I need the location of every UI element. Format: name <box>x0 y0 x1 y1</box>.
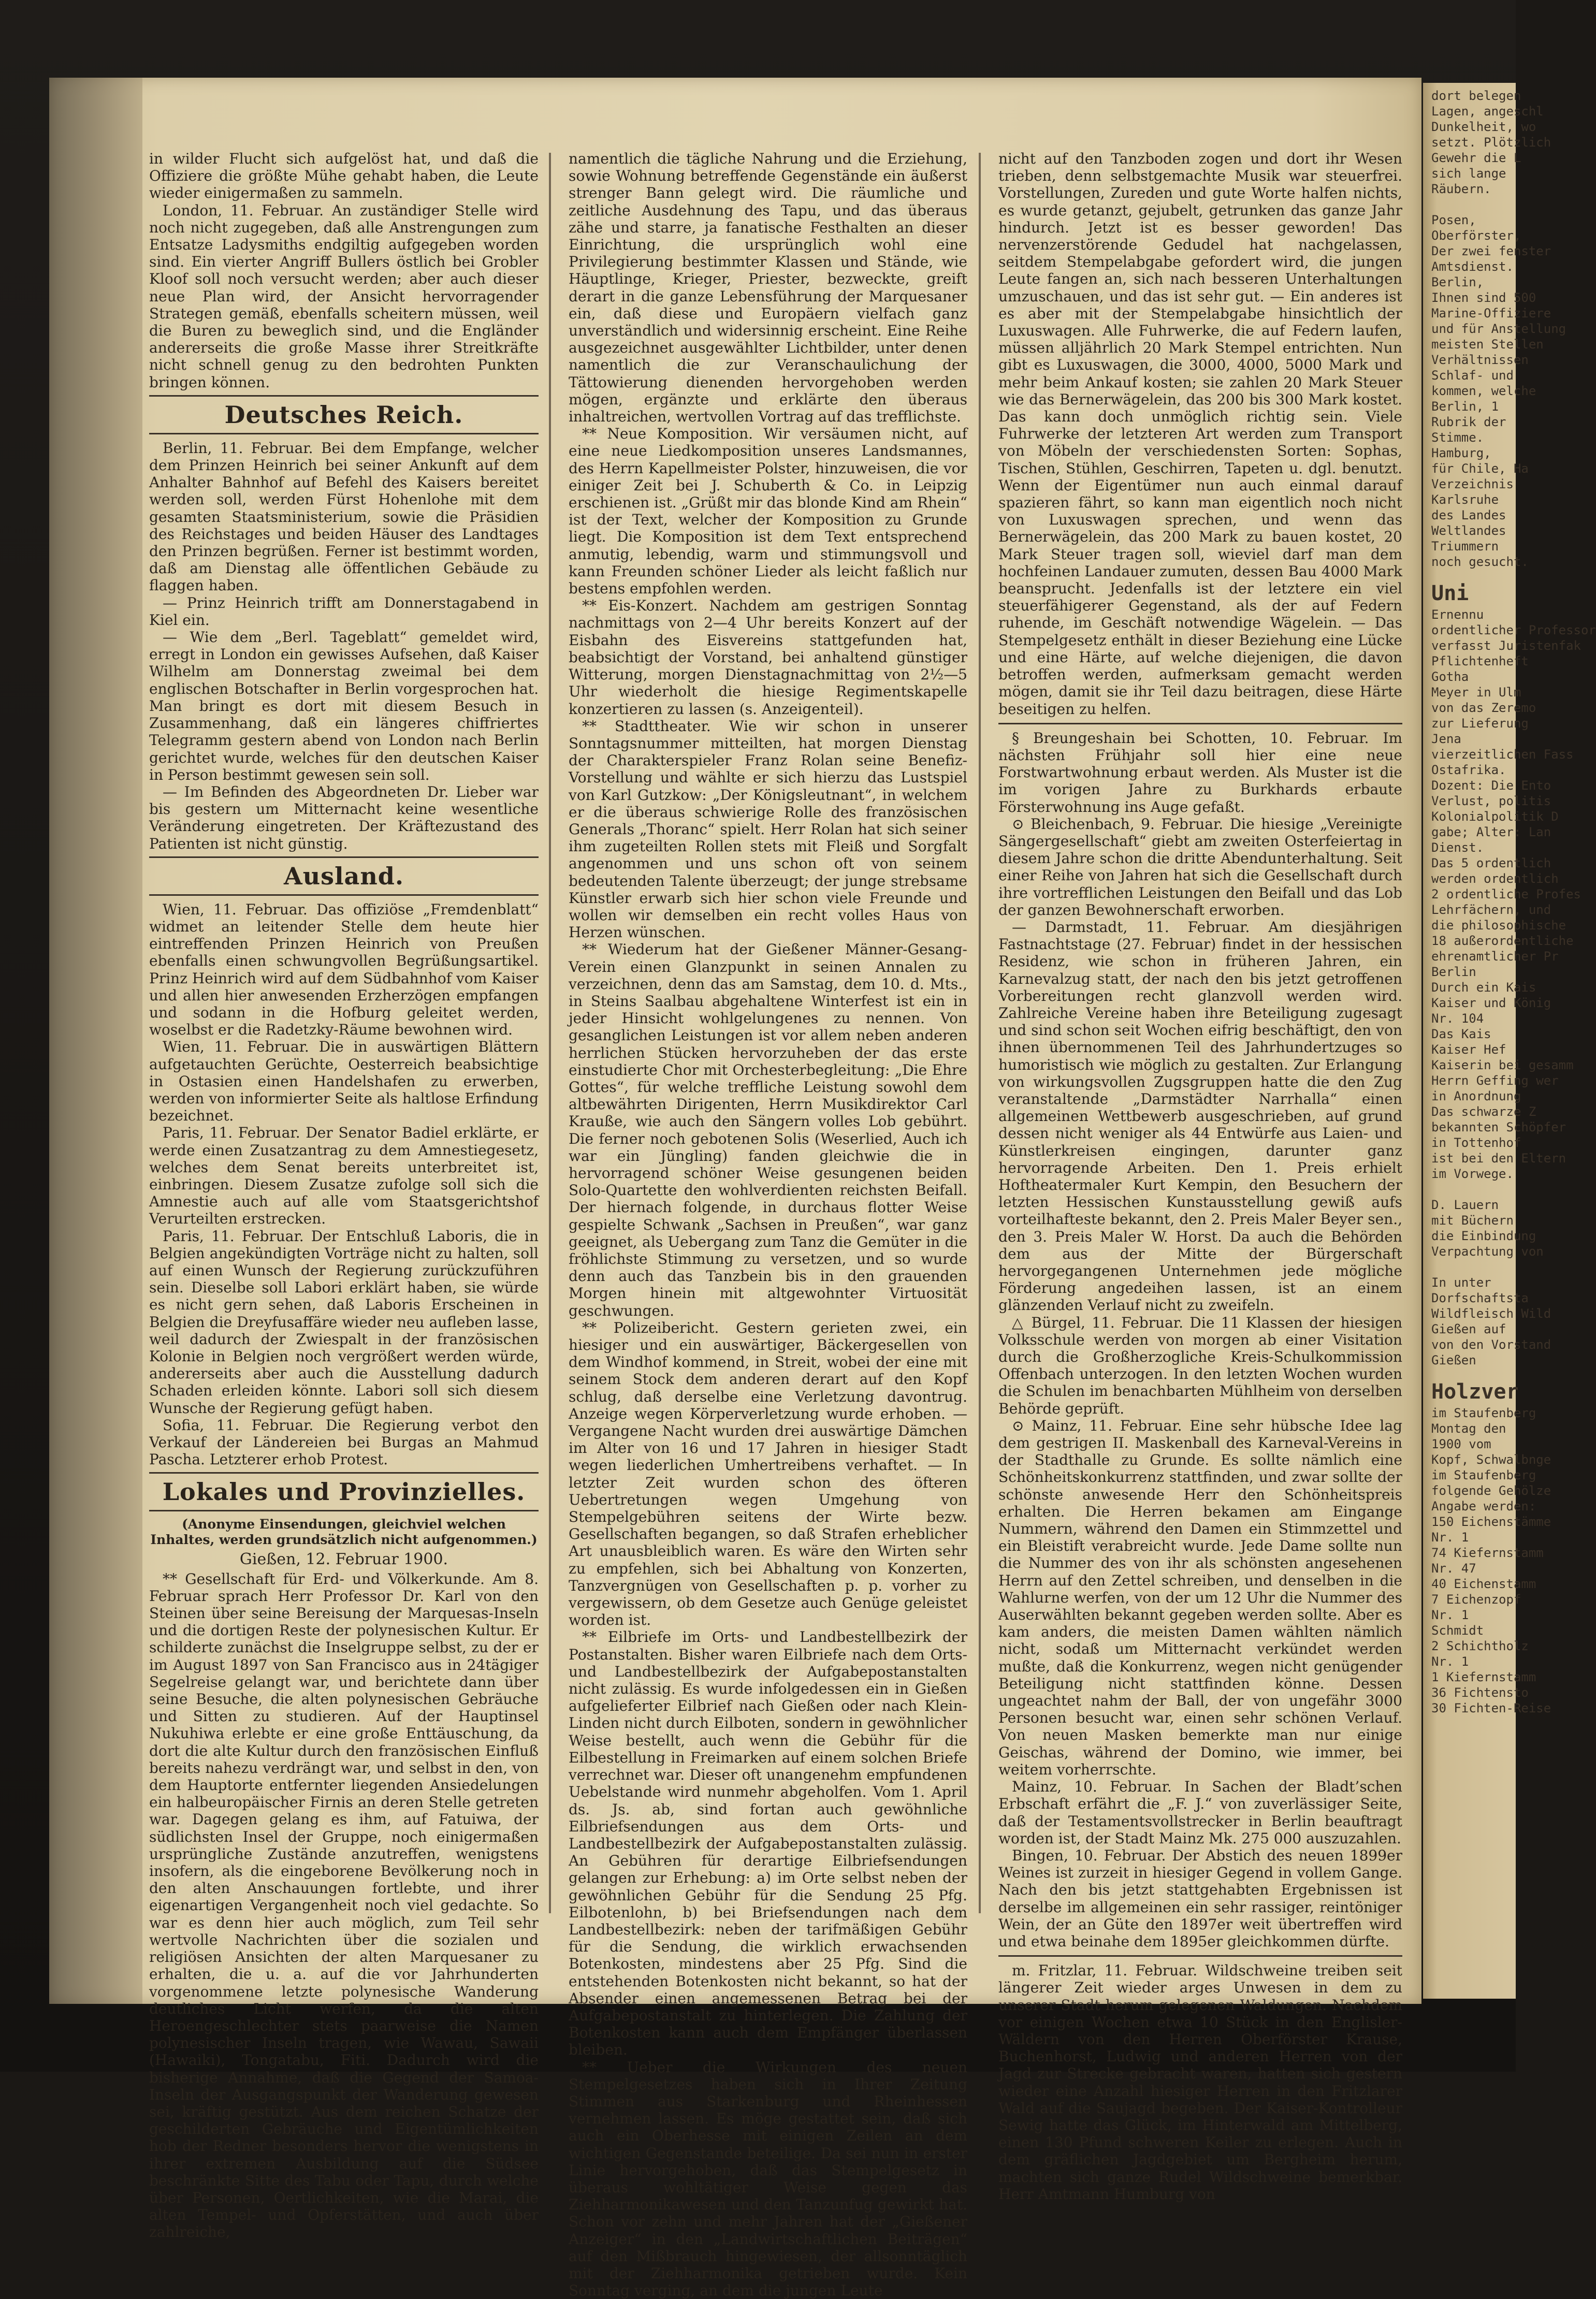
adjacent-line: bekannten Schöpfer <box>1431 1120 1566 1134</box>
adjacent-line: Gewehr die L <box>1431 151 1521 165</box>
adjacent-line: Lagen, angeschl <box>1431 104 1544 119</box>
adjacent-line: Angabe werden: <box>1431 1499 1536 1514</box>
article-paragraph: ** Neue Komposition. Wir versäumen nicht, auf eine neue Liedkomposition unseres Landsmannes, des Herrn Kapellmeister Polster, hinzuweisen, die vor einiger Zeit bei J. Schuberth & Co. in Leipzig erschienen ist. „Grüßt mir das blonde Kind am Rhein“ ist der Text, welcher der Komposition zu Grunde liegt. Die Komposition ist dem Text entsprechend anmutig, lebendig, warm und stimmungsvoll und kann Freunden schöner Lieder als leicht faßlich nur bestens empfohlen werden. <box>569 425 967 598</box>
adjacent-heading-2: Holzver <box>1431 1380 1519 1404</box>
adjacent-line: ehrenamtlicher Pr <box>1431 949 1559 964</box>
adjacent-line: 2 Schichtholz <box>1431 1639 1529 1653</box>
adjacent-line: Nr. 1 <box>1431 1608 1469 1622</box>
adjacent-line: Verhältnissen <box>1431 353 1529 367</box>
article-paragraph: — Im Befinden des Abgeordneten Dr. Lieber war bis gestern um Mitternacht keine wesentliche Veränderung eingetreten. Der Kräftezustand des Patienten ist nicht günstig. <box>149 783 539 852</box>
article-paragraph: Mainz, 10. Februar. In Sachen der Bladt’schen Erbschaft erfährt die „F. J.“ von zuverlässiger Seite, daß der Testamentsvollstrecker in Berlin beauftragt worden ist, der Stadt Mainz Mk. 275 000 auszuzahlen. <box>998 1778 1402 1847</box>
adjacent-line: 40 Eichenstamm <box>1431 1577 1536 1591</box>
adjacent-line: sich lange <box>1431 166 1506 181</box>
article-paragraph: Wien, 11. Februar. Die in auswärtigen Blättern aufgetauchten Gerüchte, Oesterreich beabsichtige in Ostasien einen Handelshafen zu erwerben, werden von informierter Seite als haltlose Erfindung bezeichnet. <box>149 1038 539 1125</box>
article-paragraph: Wien, 11. Februar. Das offiziöse „Fremdenblatt“ widmet an leitender Stelle dem heute hier eintreffenden Prinzen Heinrich von Preußen ebenfalls einen schwungvollen Begrüßungsartikel. Prinz Heinrich wird auf dem Südbahnhof vom Kaiser und allen hier anwesenden Erzherzögen empfangen und sodann in die Hofburg geleitet werden, woselbst er die Radetzky-Räume bewohnen wird. <box>149 900 539 1039</box>
section-heading-deutsches-reich: Deutsches Reich. <box>149 395 539 434</box>
adjacent-line: Berlin <box>1431 965 1476 979</box>
adjacent-line: 7 Eichenzopf <box>1431 1592 1521 1607</box>
adjacent-line: Gießen <box>1431 1353 1476 1367</box>
adjacent-line: Amtsdienst. <box>1431 259 1514 274</box>
adjacent-line: Verpachtung von <box>1431 1244 1544 1259</box>
adjacent-line: ist bei den Eltern <box>1431 1151 1566 1166</box>
column-3 <box>998 150 1402 2203</box>
adjacent-line: mit Büchern <box>1431 1213 1514 1228</box>
adjacent-line: Räubern. <box>1431 182 1491 196</box>
adjacent-line: Kolonialpolitik D <box>1431 809 1559 824</box>
article-paragraph: Berlin, 11. Februar. Bei dem Empfange, welcher dem Prinzen Heinrich bei seiner Ankunft auf dem Anhalter Bahnhof auf Befehl des Kaisers bereitet werden soll, werden Fürst Hohenlohe mit dem gesamten Staatsministerium, sowie die Präsidien des Reichstages und beiden Häuser des Landtages den Prinzen begrüßen. Ferner ist bestimmt worden, daß am Dienstag alle öffentlichen Gebäude zu flaggen haben. <box>149 439 539 594</box>
column-1 <box>149 150 539 2241</box>
section-heading-lokales: Lokales und Provinzielles. <box>149 1472 539 1511</box>
adjacent-line: Marine-Offiziere <box>1431 306 1551 321</box>
adjacent-line: D. Lauern <box>1431 1198 1499 1212</box>
article-paragraph: ** Gesellschaft für Erd- und Völkerkunde. Am 8. Februar sprach Herr Professor Dr. Karl von den Steinen über seine Bereisung der Marquesas-Inseln und die dortigen Reste der polynesischen Kultur. Er schilderte zunächst die Inselgruppe selbst, zu der er im August 1897 von San Francisco aus in 24tägiger Segelreise gelangt war, und berichtete dann über seine Besuche, die alten polynesischen Gebräuche und Sitten zu studieren. Auf der Hauptinsel Nukuhiwa erlebte er eine große Enttäuschung, da dort die alte Kultur durch den französischen Einfluß bereits nahezu verdrängt war, und selbst in den, von dem Hauptorte entfernter liegenden Ansiedelungen ein halbeuropäischer Firnis an deren Stelle getreten war. Dagegen gelang es ihm, auf Fatuiwa, der südlichsten Insel der Gruppe, noch einigermaßen ursprüngliche Zustände anzutreffen, wenigstens insofern, als die eingeborene Bevölkerung noch in den alten Anschauungen fortlebte, und ihrer eigenartigen Vergangenheit noch viel gedachte. So war es denn hier auch möglich, zum Teil sehr wertvolle Nachrichten über die sozialen und religiösen Ansichten der alten Marquesaner zu erhalten, die u. a. auf die vor Jahrhunderten vorgenommene letzte polynesische Wanderung deutliches Licht werfen, da die alten Heroengeschlechter stets paarweise die Namen polynesischer Inseln tragen, wie Wawau, Sawaii (Hawaiki), Tongatabu, Fiti. Dadurch wird die bisherige Annahme, daß die Gegend der Samoa-Inseln der Ausgangspunkt der Wanderung gewesen sei, kräftig gestützt. Aus dem reichen Schatze der geschilderten Gebräuche und Eigentümlichkeiten hob der Redner besonders hervor die wenigstens in ihrer extremen Ausbildung auf die Südsee beschränkte Sitte des Tabu oder Tapu, durch welche über Personen, Oertlichkeiten, wie die Marai, die alten Tempel- und Opferstätten, und auch über zahlreiche, <box>149 1570 539 2241</box>
adjacent-line: Dozent: Die Ento <box>1431 778 1551 793</box>
binding-shadow <box>49 78 142 2004</box>
adjacent-line <box>1431 1259 1512 1275</box>
article-paragraph: Paris, 11. Februar. Der Senator Badiel erklärte, er werde einen Zusatzantrag zu dem Amnestiegesetz, welches dem Senat bereits unterbreitet ist, einbringen. Diesem Zusatze zufolge soll sich die Amnestie auch auf alle vom Staatsgerichtshof Verurteilten erstrecken. <box>149 1124 539 1228</box>
adjacent-line: 2 ordentliche Profes <box>1431 887 1581 901</box>
adjacent-line: Berlin, <box>1431 275 1484 289</box>
article-paragraph: — Wie dem „Berl. Tageblatt“ gemeldet wird, erregt in London ein gewisses Aufsehen, daß Kaiser Wilhelm am Donnerstag zweimal bei dem englischen Botschafter in Berlin vorgesprochen hat. Man bringt es dort mit diesem Besuch in Zusammenhang, daß ein längeres chiffriertes Telegramm gestern abend von London nach Berlin gerichtet wurde, welches für den deutschen Kaiser in Person bestimmt gewesen sein soll. <box>149 629 539 783</box>
adjacent-line: Schmidt <box>1431 1623 1484 1638</box>
adjacent-line: Nr. 104 <box>1431 1011 1484 1026</box>
adjacent-line: Wildfleisch Wild <box>1431 1306 1551 1321</box>
adjacent-line: 1 Kiefernstamm <box>1431 1670 1536 1684</box>
adjacent-lines-2 <box>1431 607 1596 1368</box>
adjacent-line: Gotha <box>1431 670 1469 684</box>
adjacent-line: Das 5 ordentlich <box>1431 856 1551 870</box>
adjacent-line: vierzeitlichen Fass <box>1431 747 1574 762</box>
article-paragraph: in wilder Flucht sich aufgelöst hat, und daß die Offiziere die größte Mühe gehabt haben, die Leute wieder einigermaßen zu sammeln. <box>149 150 539 202</box>
article-paragraph: — Darmstadt, 11. Februar. Am diesjährigen Fastnachtstage (27. Februar) findet in der hessischen Residenz, wie schon in früheren Jahren, ein Karnevalzug statt, der nach den bis jetzt getroffenen Vorbereitungen recht glanzvoll werden wird. Zahlreiche Vereine haben ihre Beteiligung zugesagt und sind schon seit Wochen eifrig beschäftigt, den von ihnen übernommenen Teil des Jahrhundertzuges so humoristisch wie möglich zu gestalten. Zur Erlangung von wirkungsvollen Zugsgruppen hatte die den Zug veranstaltende „Darmstädter Narrhalla“ einen allgemeinen Wettbewerb ausgeschrieben, auf grund dessen nicht weniger als 44 Entwürfe aus Laien- und Künstlerkreisen eingingen, darunter ganz hervorragende Arbeiten. Den 1. Preis erhielt Hoftheatermaler Kurt Kempin, den Besuchern der letzten Hessischen Kunstausstellung gewiß aufs vorteilhafteste bekannt, den 2. Preis Maler Beyer sen., den 3. Preis Maler W. Horst. Da auch die Behörden dem aus der Mitte der Bürgerschaft hervorgegangenen Unternehmen jede mögliche Förderung angedeihen lassen, ist an einem glänzenden Verlauf nicht zu zweifeln. <box>998 918 1402 1314</box>
adjacent-line: Posen, <box>1431 213 1476 227</box>
article-paragraph: nicht auf den Tanzboden zogen und dort ihr Wesen trieben, denn selbstgemachte Musik war steuerfrei. Vorstellungen, Zureden und gute Worte halfen nichts, es wurde getanzt, gejubelt, getrunken das ganze Jahr hindurch. Jetzt ist es besser geworden! Das nervenzerstörende Gedudel hat nachgelassen, seitdem Stempelabgabe gefordert wird, die jungen Leute fangen an, sich nach besseren Unterhaltungen umzuschauen, und das ist sehr gut. — Ein anderes ist es aber mit der Stempelabgabe hinsichtlich der Luxuswagen. Alle Fuhrwerke, die auf Federn laufen, müssen alljährlich 20 Mark Stempel entrichten. Nun gibt es Luxuswagen, die 3000, 4000, 5000 Mark und mehr beim Ankauf kosten; sie zahlen 20 Mark Steuer wie das Bernerwägelein, das 200 bis 300 Mark kostet. Das kann doch unmöglich richtig sein. Viele Fuhrwerke der letzteren Art werden zum Transport von Möbeln der verschiedensten Sorten: Sophas, Tischen, Stühlen, Geschirren, Tapeten u. dgl. benutzt. Wenn der Eigentümer nun auch einmal darauf spazieren fährt, so kann man eigentlich noch nicht von Luxuswagen sprechen, und wenn das Bernerwägelein, das 200 Mark zu bauen kostet, 20 Mark Steuer tragen soll, wieviel darf man dem hochfeinen Landauer zumuten, dessen Bau 4000 Mark beansprucht. Jedenfalls ist der letztere ein viel steuerfähigerer Gegenstand, als der auf Federn ruhende, im Geschäft notwendige Wägelein. — Das Stempelgesetz enthält in dieser Beziehung eine Lücke und eine Härte, auf welche diejenigen, die davon betroffen werden, aufmerksam gemacht werden mögen, damit sie ihr Teil dazu beitragen, diese Härte beseitigen zu helfen. <box>998 150 1402 718</box>
adjacent-page-strip <box>1423 83 1596 1999</box>
section-heading-ausland: Ausland. <box>149 856 539 896</box>
adjacent-line: Lehrfächern, und <box>1431 903 1551 917</box>
adjacent-line: 18 außerordentliche <box>1431 934 1574 948</box>
adjacent-line: Meyer in Ulm <box>1431 685 1521 700</box>
column-2 <box>569 150 967 2299</box>
adjacent-line: Verlust, politis <box>1431 794 1551 808</box>
adjacent-line: und für Anstellung <box>1431 322 1566 336</box>
adjacent-line: in Anordnung <box>1431 1089 1521 1103</box>
adjacent-line: von das Zeremo <box>1431 701 1536 715</box>
adjacent-line: gabe; Alter: Lan <box>1431 825 1551 839</box>
adjacent-line: Ihnen sind 500 <box>1431 290 1536 305</box>
article-paragraph: Paris, 11. Februar. Der Entschluß Laboris, die in Belgien angekündigten Vorträge nicht zu halten, soll auf einen Wunsch der Regierung zurückzuführen sein. Dieselbe soll Labori erklärt haben, sie würde es nicht gern sehen, daß Laboris Erscheinen in Belgien die Dreyfusaffäre wieder neu aufleben lasse, weil dadurch der Zwiespalt in der französischen Kolonie in Belgien noch vergrößert werden würde, andererseits aber auch die Ausstellung dadurch Schaden erleiden könnte. Labori soll sich diesem Wunsche der Regierung gefügt haben. <box>149 1227 539 1417</box>
adjacent-line: setzt. Plötzlich <box>1431 135 1551 150</box>
adjacent-line: Karlsruhe <box>1431 492 1499 507</box>
adjacent-line: Gießen auf <box>1431 1322 1506 1336</box>
editorial-note: (Anonyme Einsendungen, gleichviel welchen Inhaltes, werden grundsätzlich nicht aufgenommen.) <box>150 1517 538 1548</box>
article-paragraph: ⊙ Bleichenbach, 9. Februar. Die hiesige „Vereinigte Sängergesellschaft“ giebt am zweiten Osterfeiertag in diesem Jahre schon die dritte Abendunterhaltung. Seit einer Reihe von Jahren hat sich die Gesellschaft durch ihre vortrefflichen Leistungen den Beifall und das Lob der ganzen Bewohnerschaft erworben. <box>998 815 1402 919</box>
adjacent-line: Oberförster, <box>1431 228 1521 243</box>
adjacent-line: Kaiser und König <box>1431 996 1551 1010</box>
adjacent-line: Triummern <box>1431 539 1499 554</box>
adjacent-line: In unter <box>1431 1275 1491 1290</box>
adjacent-line: Das schwarze Z <box>1431 1104 1536 1119</box>
adjacent-line: Schlaf- und <box>1431 368 1514 383</box>
adjacent-line: Rubrik der <box>1431 415 1506 429</box>
adjacent-line: Ostafrika. <box>1431 763 1506 777</box>
adjacent-line: Dorfschaftsta <box>1431 1291 1529 1305</box>
article-paragraph: Bingen, 10. Februar. Der Abstich des neuen 1899er Weines ist zurzeit in hiesiger Gegend in vollem Gange. Nach den bis jetzt stattgehabten Ergebnissen ist derselbe im allgemeinen ein sehr rassiger, reintöniger Wein, der an Güte den 1897er weit übertreffen wird und etwa beinahe dem 1895er gleichkommen dürfte. <box>998 1846 1402 1950</box>
adjacent-line <box>1431 197 1512 212</box>
adjacent-line: meisten Stellen <box>1431 337 1544 352</box>
adjacent-line: Nr. 1 <box>1431 1530 1469 1545</box>
adjacent-line: Der zwei fenster <box>1431 244 1551 258</box>
adjacent-line: folgende Gehölze <box>1431 1483 1551 1498</box>
adjacent-line: 30 Fichten-Reise <box>1431 1701 1551 1715</box>
article-paragraph: ** Eilbriefe im Orts- und Landbestellbezirk der Postanstalten. Bisher waren Eilbriefe nach dem Orts- und Landbestellbezirk der Aufgabepostanstalten nicht zulässig. Es wurde infolgedessen ein in Gießen aufgelieferter Eilbrief nach Gießen oder nach Klein-Linden nicht durch Eilboten, sondern in gewöhnlicher Weise bestellt, auch wenn die Gebühr für die Eilbestellung in Freimarken auf einem solchen Briefe verrechnet war. Dieser oft unangenehm empfundenen Uebelstande wird nunmehr abgeholfen. Vom 1. April ds. Js. ab, sind fortan auch gewöhnliche Eilbriefsendungen aus dem Orts- und Landbestellbezirk der Aufgabepostanstalten zulässig. An Gebühren für derartige Eilbriefsendungen gelangen zur Erhebung: a) im Orte selbst neben der gewöhnlichen Gebühr für die Sendung 25 Pfg. Eilbotenlohn, b) bei Briefsendungen nach dem Landbestellbezirk: neben der tarifmäßigen Gebühr für die Sendung, die wirklich erwachsenden Botenkosten, mindestens aber 25 Pfg. Sind die entstehenden Botenkosten nicht bekannt, so hat der Absender einen angemessenen Betrag bei der Aufgabepostanstalt zu hinterlegen. Die Zahlung der Botenkosten kann auch dem Empfänger überlassen bleiben. <box>569 1628 967 2059</box>
article-paragraph: ** Polizeibericht. Gestern gerieten zwei, ein hiesiger und ein auswärtiger, Bäckergesellen von dem Windhof kommend, in Streit, wobei der eine mit seinem Stock dem anderen derart auf den Kopf schlug, daß derselbe eine Verletzung davontrug. Anzeige wegen Körperverletzung wurde erhoben. — Vergangene Nacht wurden drei auswärtige Dämchen im Alter von 16 und 17 Jahren in hiesiger Stadt wegen liederlichen Umhertreibens verhaftet. — In letzter Zeit wurden schon des öfteren Uebertretungen wegen Umgehung von Stempelgebühren seitens der Wirte bezw. Gesellschaften begangen, so daß Strafen erheblicher Art unausbleiblich waren. Es wäre den Wirten sehr zu empfehlen, sich bei Abhaltung von Konzerten, Tanzvergnügen von Gesellschaften p. p. vorher zu vergewissern, ob dem Gesetze auch Genüge geleistet worden ist. <box>569 1319 967 1629</box>
adjacent-line: Dunkelheit, wo <box>1431 120 1536 134</box>
adjacent-line: zur Lieferung <box>1431 716 1529 731</box>
article-paragraph: ⊙ Mainz, 11. Februar. Eine sehr hübsche Idee lag dem gestrigen II. Maskenball des Karneval-Vereins in der Stadthalle zu Grunde. Es sollte nämlich eine Schönheitskonkurrenz stattfinden, und zwar sollte der schönste anwesende Herr den Schönheitspreis erhalten. Die Herren bekamen am Eingange Nummern, während den Damen ein Stimmzettel und ein Bleistift verabreicht wurde. Jede Dame sollte nun die Nummer des von ihr als schönsten angesehenen Herrn auf den Zettel schreiben, und denselben in die Wahlurne werfen, von der um 12 Uhr die Nummer des Auserwählten bekannt gegeben werden sollte. Aber es kam anders, die meisten Damen wählten nämlich nicht, sodaß um Mitternacht verkündet werden mußte, daß die Konkurrenz, wegen nicht genügender Beteiligung nicht stattfinden könne. Dessen ungeachtet nahm der Ball, der von ungefähr 3000 Personen besucht war, einen sehr schönen Verlauf. Von neuen Masken bemerkte man nur einige Geischas, während der Domino, wie immer, bei weitem vorherrschte. <box>998 1417 1402 1778</box>
article-paragraph: namentlich die tägliche Nahrung und die Erziehung, sowie Wohnung betreffende Gegenstände ein äußerst strenger Bann gelegt wird. Die räumliche und zeitliche Ausdehnung des Tapu, und das überaus zähe und starre, ja fanatische Festhalten an dieser Einrichtung, die ursprünglich wohl eine Privilegierung bestimmter Klassen und Stände, wie Häuptlinge, Krieger, Priester, bezweckte, greift derart in die ganze Lebensführung der Marquesaner ein, daß diese und Europäern vielfach ganz unverständlich und widersinnig erscheint. Eine Reihe ausgezeichnet ausgewählter Lichtbilder, unter denen namentlich die zur Veranschaulichung der Tättowierung dienenden hervorgehoben werden mögen, ergänzte und erklärte den überaus inhaltreichen, wertvollen Vortrag auf das trefflichste. <box>569 150 967 426</box>
adjacent-line: im Staufenberg <box>1431 1468 1536 1482</box>
article-paragraph: Sofia, 11. Februar. Die Regierung verbot den Verkauf der Ländereien bei Burgas an Mahmud Pascha. Letzterer erhob Protest. <box>149 1416 539 1468</box>
article-paragraph: ** Wiederum hat der Gießener Männer-Gesang-Verein einen Glanzpunkt in seinen Annalen zu verzeichnen, denn das am Samstag, dem 10. d. Mts., in Steins Saalbau abgehaltene Winterfest ist ein in jeder Hinsicht wohlgelungenes zu nennen. Von gesanglichen Leistungen ist vor allem neben anderen herrlichen Stücken hervorzuheben der das erste einstudierte Chor mit Orchesterbegleitung: „Die Ehre Gottes“, für welche treffliche Leistung sowohl dem altbewährten Dirigenten, Herrn Musikdirektor Carl Krauße, wie auch den Sängern volles Lob gebührt. Die ferner noch gebotenen Solis (Weserlied, Auch ich war ein Jüngling) fanden gleichwie die in hervorragend schöner Weise gesungenen beiden Solo-Quartette den wohlverdienten reichsten Beifall. Der hiernach folgende, in durchaus flotter Weise gespielte Schwank „Sachsen in Preußen“, war ganz geeignet, als Uebergang zum Tanz die Gemüter in die fröhlichste Stimmung zu versetzen, und so wurde denn auch das Tanzbein bis in den grauenden Morgen hinein mit altgewohnter Virtuosität geschwungen. <box>569 941 967 1319</box>
article-paragraph: London, 11. Februar. An zuständiger Stelle wird noch nicht zugegeben, daß alle Anstrengungen zum Entsatze Ladysmiths endgiltig aufgegeben worden sind. Ein vierter Angriff Bullers östlich bei Grobler Kloof soll noch versucht werden; aber auch dieser neue Plan wird, der Ansicht hervorragender Strategen gemäß, ebenfalls scheitern müssen, weil die Buren zu beweglich sind, und die Engländer andererseits die große Masse ihrer Streitkräfte nicht schnell genug zu den bedrohten Punkten bringen können. <box>149 201 539 391</box>
adjacent-line <box>1431 1182 1512 1197</box>
adjacent-line: Montag den <box>1431 1421 1506 1436</box>
adjacent-line: von den Vorstand <box>1431 1337 1551 1352</box>
adjacent-line: in Tottenhof <box>1431 1136 1521 1150</box>
adjacent-line: 1900 vom <box>1431 1437 1491 1451</box>
column-rule-1 <box>549 153 551 1913</box>
adjacent-line: Stimme. <box>1431 430 1484 445</box>
adjacent-line: Herrn Geffing wer <box>1431 1073 1559 1088</box>
adjacent-line: Durch ein Kais <box>1431 980 1536 995</box>
column-rule-2 <box>979 153 981 1913</box>
adjacent-line: die philosophische <box>1431 918 1566 933</box>
adjacent-line: 36 Fichtensto <box>1431 1685 1529 1700</box>
adjacent-line: Berlin, 1 <box>1431 399 1499 414</box>
adjacent-line: im Staufenberg <box>1431 1406 1536 1420</box>
adjacent-heading: Uni <box>1431 581 1469 605</box>
article-separator <box>998 723 1402 724</box>
article-paragraph: ** Ueber die Wirkungen des neuen Stempelgesetzes haben sich in Ihrer Zeitung Stimmen aus Starkenburg und Rheinhessen vernehmen lassen. Es möge gestattet sein, daß sich auch ein Oberhesse mit einigen Zeilen an dem wichtigen Gegenstande beteilige. Da sei nun in erster Linie hervorgehoben, daß das Stempelgesetz in überaus wohltätiger Weise gegen das Ziehharmonikawesen und den Tanzunfug gewirkt hat. Schon vor zehn und mehr Jahren hat der „Gießener Anzeiger“ in den „Landwirtschaftlichen Beiträgen“ auf den Mißbrauch hingewiesen, der allsonntäglich mit der Ziehharmonika getrieben wurde. Kein Sonntag verging, an dem die jungen Leute <box>569 2058 967 2299</box>
article-separator <box>998 1955 1402 1957</box>
adjacent-line: Ernennu <box>1431 607 1484 622</box>
adjacent-line: Verzeichnis <box>1431 477 1514 491</box>
adjacent-line: Pflichtenheft <box>1431 654 1529 668</box>
adjacent-line: die Einbindung <box>1431 1229 1536 1243</box>
adjacent-line: Nr. 47 <box>1431 1561 1476 1576</box>
adjacent-lines-3 <box>1431 1405 1551 1716</box>
adjacent-line: Kaiserin bei gesamm <box>1431 1058 1574 1072</box>
article-paragraph: ** Stadttheater. Wie wir schon in unserer Sonntagsnummer mitteilten, hat morgen Dienstag der Charakterspieler Franz Rolan seine Benefiz-Vorstellung und wählte er sich hierzu das Lustspiel von Karl Gutzkow: „Der Königsleutnant“, in welchem er die überaus schwierige Rolle des französischen Generals „Thoranc“ spielt. Herr Rolan hat sich seiner ihm zugeteilten Rollen stets mit Fleiß und Sorgfalt angenommen und uns schon oft von seinem bedeutenden Talente überzeugt; der junge strebsame Künstler erwarb sich hier schon viele Freunde und wollen wir demselben ein recht volles Haus von Herzen wünschen. <box>569 717 967 941</box>
adjacent-line: ordentlicher Professor <box>1431 623 1596 637</box>
adjacent-line: werden ordentlich <box>1431 871 1559 886</box>
adjacent-line: Kopf, Schwalbnge <box>1431 1452 1551 1467</box>
adjacent-line: Weltlandes <box>1431 523 1506 538</box>
adjacent-line: Kaiser Hef <box>1431 1042 1506 1057</box>
adjacent-line: dort belegen <box>1431 89 1521 103</box>
adjacent-line: Jena <box>1431 732 1461 746</box>
article-paragraph: △ Bürgel, 11. Februar. Die 11 Klassen der hiesigen Volksschule werden von morgen ab einer Visitation durch die Großherzogliche Kreis-Schulkommission Offenbach unterzogen. In den letzten Wochen wurden die Schulen im benachbarten Mühlheim von derselben Behörde geprüft. <box>998 1314 1402 1417</box>
adjacent-line: des Landes <box>1431 508 1506 522</box>
adjacent-line: kommen, welche <box>1431 384 1536 398</box>
adjacent-page-text <box>1423 83 1596 1716</box>
adjacent-line: Hamburg, <box>1431 446 1491 460</box>
article-paragraph: — Prinz Heinrich trifft am Donnerstagabend in Kiel ein. <box>149 594 539 629</box>
adjacent-line: 74 Kiefernstamm <box>1431 1546 1544 1560</box>
adjacent-lines-1 <box>1431 88 1566 570</box>
dateline: Gießen, 12. Februar 1900. <box>239 1550 448 1569</box>
adjacent-line: noch gesucht. <box>1431 555 1529 569</box>
article-paragraph: § Breungeshain bei Schotten, 10. Februar. Im nächsten Frühjahr soll hier eine neue Forstwartwohnung erbaut werden. Als Muster ist die im vorigen Jahre zu Burkhards erbaute Försterwohnung ins Auge gefaßt. <box>998 729 1402 816</box>
adjacent-line: verfasst Juristenfak <box>1431 638 1581 653</box>
adjacent-line: für Chile, Ha <box>1431 461 1529 476</box>
adjacent-line: Das Kais <box>1431 1027 1491 1041</box>
adjacent-line: 150 Eichenstämme <box>1431 1515 1551 1529</box>
adjacent-line: im Vorwege. <box>1431 1167 1514 1181</box>
article-paragraph: ** Eis-Konzert. Nachdem am gestrigen Sonntag nachmittags von 2—4 Uhr bereits Konzert auf der Eisbahn des Eisvereins stattgefunden hat, beabsichtigt der Vorstand, bei anhaltend günstiger Witterung, morgen Dienstagnachmittag von 2½—5 Uhr wiederholt die hiesige Regimentskapelle konzertieren zu lassen (s. Anzeigenteil). <box>569 597 967 718</box>
adjacent-line: Dienst. <box>1431 840 1484 855</box>
article-paragraph: m. Fritzlar, 11. Februar. Wildschweine treiben seit längerer Zeit wieder arges Unwesen in dem zu unserer Stadt herum gelegenen Waldungen. Nachdem vor einigen Wochen etwa 10 Stück in den Englisler-Wäldern von den Herren Oberförster Krause, Buchenhorst, Ludwig und anderen Herren von der Jagd zur Strecke gebracht waren, hatten sich gestern wieder eine Anzahl hiesiger Herren in den Fritzlarer Wald auf die Saujagd begeben. Der Kaiser-Kontrolleur Sewig hatte das Glück, im Hinterwald am Mittelberg, einen 130 Pfund schweren Keiler zu erlegen. Auch in dem gräflichen Jagdgebiet um Bergheim herum, machten sich ganze Rudel Wildschweine bemerkbar. Herr Amtmann Humburg von <box>998 1962 1402 2203</box>
adjacent-line: Nr. 1 <box>1431 1654 1469 1669</box>
